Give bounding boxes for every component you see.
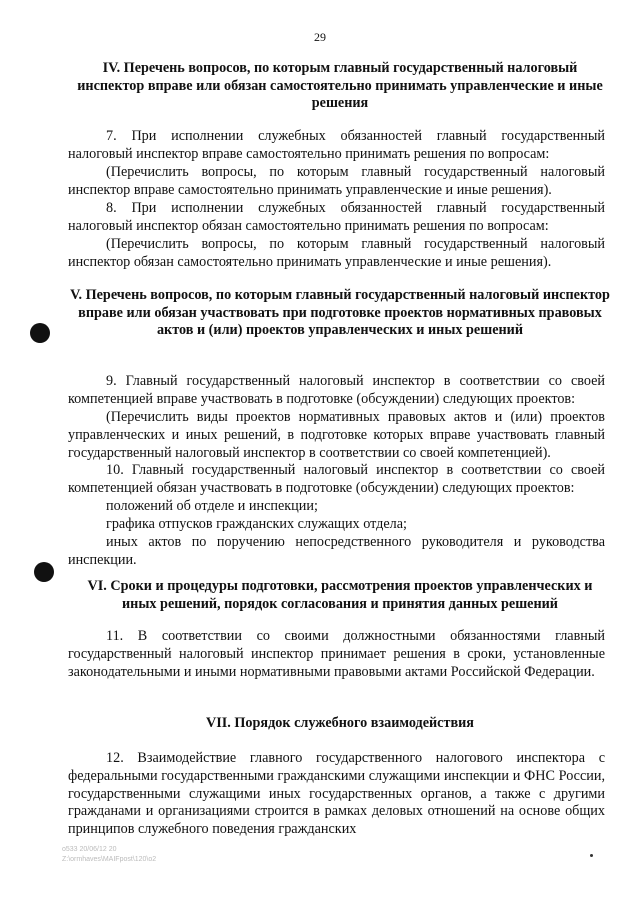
paragraph-10: 10. Главный государственный налоговый инспектор в соответствии со своей компетенцией обязан участвовать в подготовке (обсуждении) следующих проектов: — [68, 462, 605, 496]
section-vii-heading: VII. Порядок служебного взаимодействия — [206, 715, 474, 731]
paragraph-11: 11. В соответствии со своими должностными обязанностями главный государственный налоговый инспектор принимает решения в сроки, установленные законодательными и иными нормативными правовыми актами Российской Федерации. — [68, 628, 605, 680]
section-vi-heading: VI. Сроки и процедуры подготовки, рассмотрения проектов управленческих и иных решений, порядок согласования и принятия данных решений — [87, 578, 593, 612]
paragraph-12: 12. Взаимодействие главного государственного налогового инспектора с федеральными государственными гражданскими служащими инспекции и ФНС России, государственными служащими иных государственных органов, а также с другими гражданами и организациями строится в рамках деловых отношений на основе общих принципов служебного поведения гражданских — [68, 750, 605, 838]
page-number: 29 — [314, 30, 326, 44]
paragraph-7: 7. При исполнении служебных обязанностей главный государственный налоговый инспектор вправе самостоятельно принимать решения по вопросам: — [68, 128, 605, 162]
paragraph-10-item-3: иных актов по поручению непосредственного руководителя и руководства инспекции. — [68, 534, 605, 568]
section-iv-heading: IV. Перечень вопросов, по которым главный государственный налоговый инспектор вправе или обязан самостоятельно принимать управленческие и иные решения — [77, 60, 603, 111]
scan-speck — [590, 854, 593, 857]
paragraph-9: 9. Главный государственный налоговый инспектор в соответствии со своей компетенцией вправе участвовать в подготовке (обсуждении) следующих проектов: — [68, 373, 605, 407]
footer-stamp-line-1: o533 20/06/12 20 — [62, 846, 117, 853]
section-v-heading: V. Перечень вопросов, по которым главный государственный налоговый инспектор вправе или обязан участвовать при подготовке проектов нормативных правовых актов и (или) проектов управленческих и иных решений — [70, 287, 610, 338]
footer-stamp-line-2: Z:\ormhaves\MAIFpost\120\o2 — [62, 856, 157, 863]
paragraph-7-note: (Перечислить вопросы, по которым главный государственный налоговый инспектор вправе самостоятельно принимать управленческие и иные решения). — [68, 164, 605, 198]
paragraph-10-item-2: графика отпусков гражданских служащих отдела; — [106, 516, 407, 532]
paragraph-8: 8. При исполнении служебных обязанностей главный государственный налоговый инспектор обязан самостоятельно принимать решения по вопросам: — [68, 200, 605, 234]
punch-hole-lower — [34, 562, 54, 582]
paragraph-10-item-1: положений об отделе и инспекции; — [106, 498, 318, 514]
paragraph-9-note: (Перечислить виды проектов нормативных правовых актов и (или) проектов управленческих и иных решений, в подготовке которых вправе участвовать главный государственный налоговый инспектор в соответствии со своей компетенцией). — [68, 409, 605, 461]
paragraph-8-note: (Перечислить вопросы, по которым главный государственный налоговый инспектор обязан самостоятельно принимать управленческие и иные решения). — [68, 236, 605, 270]
punch-hole-upper — [30, 323, 50, 343]
